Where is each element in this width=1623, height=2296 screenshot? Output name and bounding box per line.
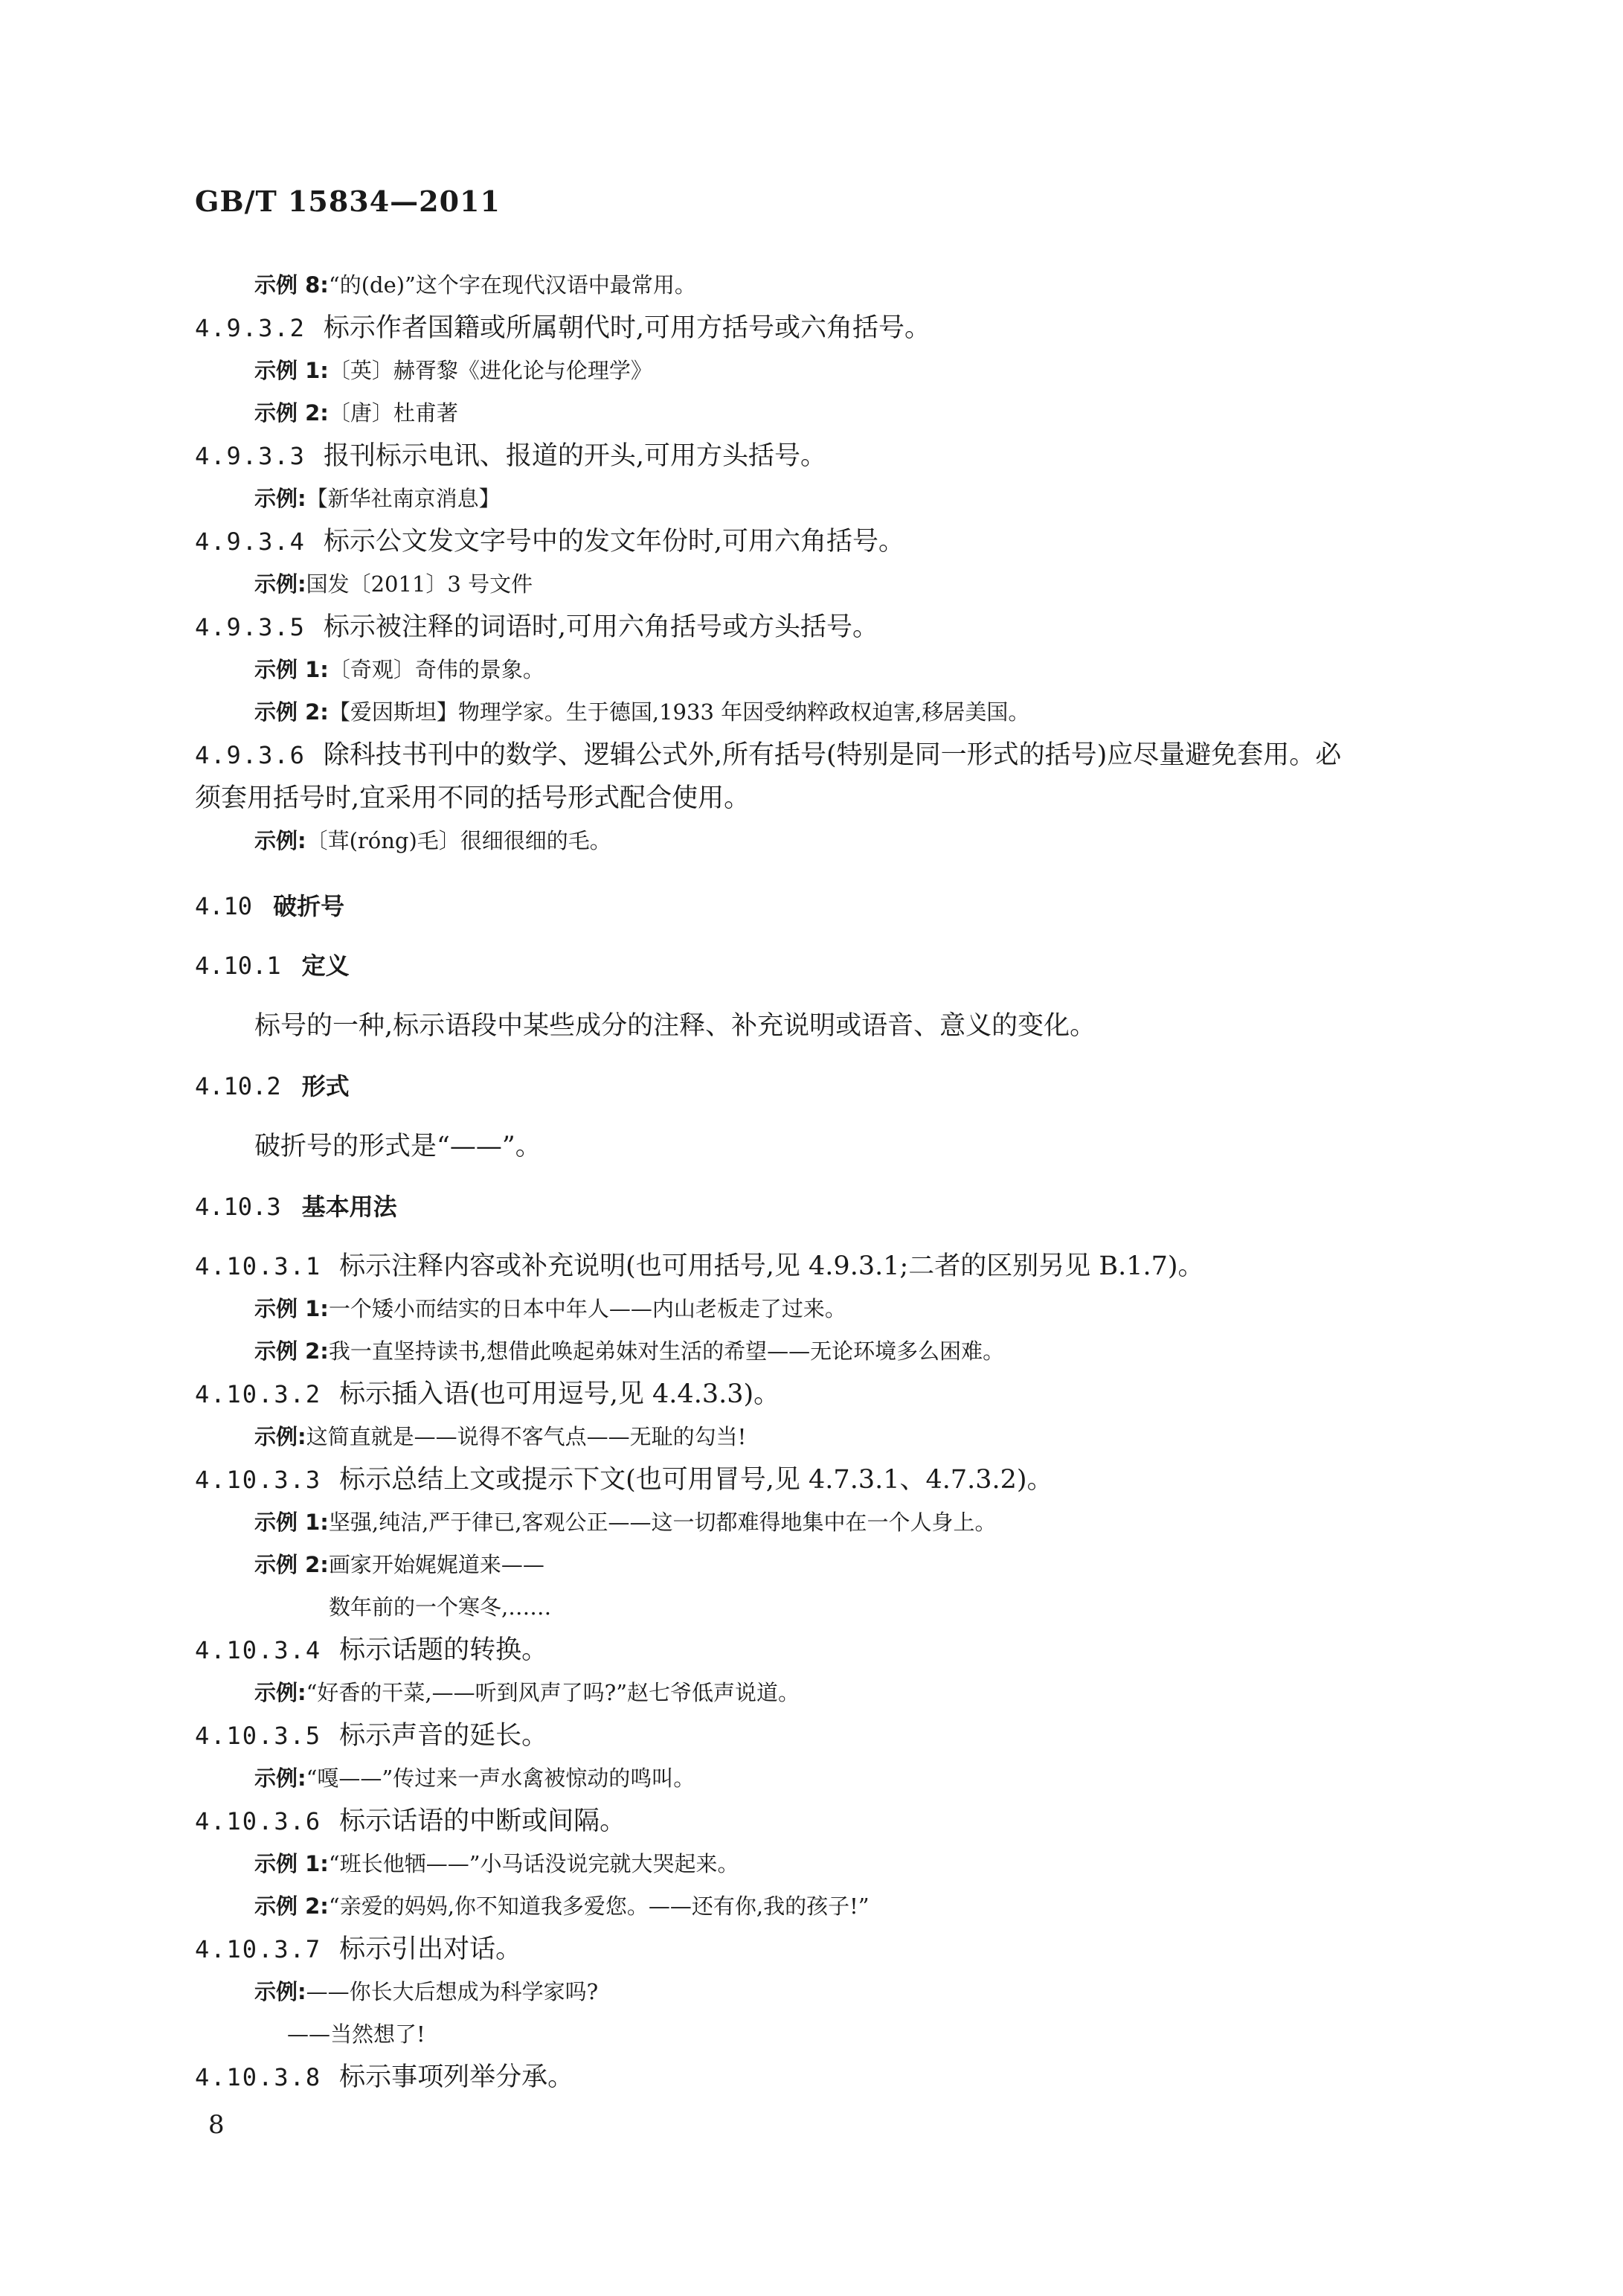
example — [195, 350, 1459, 392]
clause-number: 4.10.3.4 — [195, 1636, 322, 1664]
example-text: 【爱因斯坦】物理学家。生于德国,1933 年因受纳粹政权迫害,移居美国。 — [328, 699, 1030, 725]
example-label: 示例: — [254, 1680, 306, 1705]
example-label: 示例 8: — [254, 272, 329, 298]
example-text: 这简直就是——说得不客气点——无耻的勾当! — [306, 1424, 747, 1449]
spacer — [195, 1108, 1459, 1124]
example-text: 〔茸(róng)毛〕很细很细的毛。 — [306, 828, 611, 853]
section-title: 定义 — [301, 952, 350, 980]
section-number: 4.10 — [195, 892, 253, 920]
clause-number: 4.9.3.3 — [195, 442, 306, 470]
clause-text: 标示话语的中断或间隔。 — [339, 1806, 626, 1836]
example — [195, 691, 1459, 734]
example-label: 示例: — [254, 1766, 306, 1791]
example-label: 示例: — [254, 486, 306, 511]
example-label: 示例: — [254, 1424, 306, 1449]
clause — [195, 1714, 1459, 1757]
example-continuation: ——当然想了! — [287, 2021, 425, 2047]
section-heading — [195, 944, 1459, 987]
clause-text: 报刊标示电讯、报道的开头,可用方头括号。 — [323, 441, 826, 471]
example-text: 【新华社南京消息】 — [306, 486, 501, 511]
example-label: 示例 2: — [254, 1893, 329, 1919]
clause — [195, 2056, 1459, 2099]
example-label: 示例 1: — [254, 657, 329, 682]
example-text: 我一直坚持读书,想借此唤起弟妹对生活的希望——无论环境多么困难。 — [328, 1338, 1005, 1364]
clause-text: 标示被注释的词语时,可用六角括号或方头括号。 — [323, 612, 878, 642]
spacer — [195, 1048, 1459, 1065]
clause-number: 4.10.3.1 — [195, 1252, 322, 1280]
example-label: 示例 1: — [254, 358, 329, 383]
example-text: 国发〔2011〕3 号文件 — [306, 571, 533, 597]
spacer — [195, 1169, 1459, 1185]
example — [195, 563, 1459, 606]
spacer — [195, 987, 1459, 1004]
example — [195, 264, 1459, 307]
example — [195, 392, 1459, 434]
clause-number: 4.9.3.5 — [195, 613, 306, 641]
clause-text: 标示事项列举分承。 — [339, 2062, 574, 2092]
example-label: 示例: — [254, 571, 306, 597]
section-heading — [195, 1185, 1459, 1228]
example-label: 示例 2: — [254, 699, 329, 725]
clause-continuation: 须套用括号时,宜采用不同的括号形式配合使用。 — [195, 783, 751, 813]
clause — [195, 434, 1459, 478]
clause-text: 标示话题的转换。 — [339, 1635, 548, 1665]
example-label: 示例 2: — [254, 1338, 329, 1364]
paragraph: 破折号的形式是“——”。 — [254, 1132, 541, 1161]
example-text: 〔英〕赫胥黎《进化论与伦理学》 — [328, 358, 652, 383]
example-text: 画家开始娓娓道来—— — [328, 1552, 544, 1577]
section-title: 形式 — [301, 1072, 350, 1100]
example-text: ——你长大后想成为科学家吗? — [306, 1979, 599, 2004]
clause-number: 4.10.3.5 — [195, 1722, 322, 1750]
section-number: 4.10.3 — [195, 1193, 281, 1221]
example-text: “亲爱的妈妈,你不知道我多爱您。——还有你,我的孩子!” — [328, 1893, 870, 1919]
clause — [195, 1800, 1459, 1843]
spacer — [195, 862, 1459, 885]
clause-text: 标示声音的延长。 — [339, 1721, 548, 1751]
example-text: “好香的干菜,——听到风声了吗?”赵七爷低声说道。 — [306, 1680, 800, 1705]
example — [195, 1843, 1459, 1885]
clause-number: 4.10.3.3 — [195, 1466, 322, 1494]
clause-number: 4.10.3.8 — [195, 2063, 322, 2091]
clause — [195, 1373, 1459, 1416]
example-label: 示例 1: — [254, 1296, 329, 1321]
clause — [195, 606, 1459, 649]
example-continuation: 数年前的一个寒冬,…… — [329, 1594, 552, 1620]
clause — [195, 1458, 1459, 1501]
clause-text: 标示公文发文字号中的发文年份时,可用六角括号。 — [323, 527, 904, 557]
example — [195, 1416, 1459, 1458]
example-text: 坚强,纯洁,严于律已,客观公正——这一切都难得地集中在一个人身上。 — [328, 1510, 997, 1535]
example-text: 〔奇观〕奇伟的景象。 — [328, 657, 544, 682]
example-label: 示例: — [254, 1979, 306, 2004]
section-heading — [195, 1065, 1459, 1108]
clause-number: 4.9.3.4 — [195, 527, 306, 556]
clause-number: 4.10.3.7 — [195, 1935, 322, 1963]
example — [195, 1288, 1459, 1330]
example-text: “的(de)”这个字在现代汉语中最常用。 — [328, 272, 696, 298]
example-label: 示例 1: — [254, 1851, 329, 1876]
section-heading — [195, 885, 1459, 928]
example-text: “班长他牺——”小马话没说完就大哭起来。 — [328, 1851, 739, 1876]
clause — [195, 1245, 1459, 1288]
example — [195, 1885, 1459, 1928]
section-title: 基本用法 — [301, 1193, 397, 1221]
example — [195, 1672, 1459, 1714]
clause — [195, 1928, 1459, 1971]
clause-text: 标示作者国籍或所属朝代时,可用方括号或六角括号。 — [323, 313, 931, 343]
example — [195, 1544, 1459, 1586]
clause-text: 标示注释内容或补充说明(也可用括号,见 4.9.3.1;二者的区别另见 B.1.7)。 — [339, 1251, 1204, 1281]
example-label: 示例 2: — [254, 400, 329, 426]
clause-number: 4.10.3.6 — [195, 1807, 322, 1835]
clause-number: 4.9.3.2 — [195, 314, 306, 342]
clause-text: 除科技书刊中的数学、逻辑公式外,所有括号(特别是同一形式的括号)应尽量避免套用。必 — [323, 740, 1342, 770]
example — [195, 1330, 1459, 1373]
example-label: 示例: — [254, 828, 306, 853]
standard-code-header: GB/T 15834—2011 — [195, 185, 501, 218]
section-title: 破折号 — [273, 892, 345, 920]
example-label: 示例 1: — [254, 1510, 329, 1535]
clause — [195, 1629, 1459, 1672]
example — [195, 1501, 1459, 1544]
example — [195, 1971, 1459, 2013]
clause-text: 标示引出对话。 — [339, 1934, 522, 1964]
example — [195, 478, 1459, 520]
example-text: “嘎——”传过来一声水禽被惊动的鸣叫。 — [306, 1766, 695, 1791]
document-body — [195, 264, 1459, 2099]
clause — [195, 520, 1459, 563]
section-number: 4.10.2 — [195, 1072, 281, 1100]
clause — [195, 734, 1459, 777]
example — [195, 820, 1459, 862]
clause-number: 4.9.3.6 — [195, 741, 306, 769]
clause-text: 标示插入语(也可用逗号,见 4.4.3.3)。 — [339, 1379, 780, 1409]
clause-text: 标示总结上文或提示下文(也可用冒号,见 4.7.3.1、4.7.3.2)。 — [339, 1465, 1053, 1495]
paragraph: 标号的一种,标示语段中某些成分的注释、补充说明或语音、意义的变化。 — [254, 1011, 1096, 1041]
page-number: 8 — [208, 2110, 225, 2140]
example-text: 〔唐〕杜甫著 — [328, 400, 458, 426]
example — [195, 649, 1459, 691]
clause — [195, 307, 1459, 350]
example-text: 一个矮小而结实的日本中年人——内山老板走了过来。 — [328, 1296, 846, 1321]
spacer — [195, 928, 1459, 944]
example-label: 示例 2: — [254, 1552, 329, 1577]
section-number: 4.10.1 — [195, 952, 281, 980]
clause-number: 4.10.3.2 — [195, 1380, 322, 1408]
spacer — [195, 1228, 1459, 1245]
example — [195, 1757, 1459, 1800]
